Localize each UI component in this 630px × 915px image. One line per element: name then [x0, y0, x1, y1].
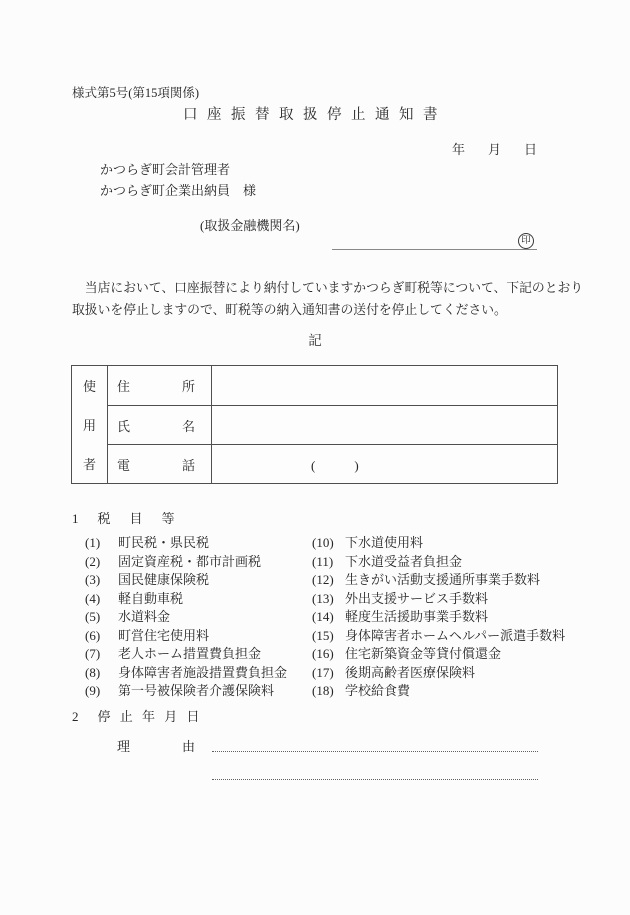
phone-row-label: 電 話 — [108, 444, 212, 483]
item-label: 固定資産税・都市計画税 — [118, 553, 262, 569]
item-number: (18) — [312, 683, 334, 698]
addressee-enterprise-treasurer: かつらぎ町企業出納員 様 — [100, 183, 257, 198]
item-number: (3) — [85, 572, 101, 587]
item-number: (15) — [312, 627, 334, 643]
form-number: 様式第5号(第15項関係) — [72, 86, 200, 100]
list-item — [312, 645, 572, 664]
bank-name-label: (取扱金融機関名) — [200, 218, 300, 233]
group-char: 者 — [82, 457, 96, 472]
item-number: (14) — [312, 609, 334, 624]
item-number: (4) — [85, 590, 101, 606]
item-number: (2) — [85, 553, 101, 569]
reason-label: 理 由 — [117, 739, 196, 754]
body-paragraph-line-2: 取扱いを停止しますので、町税等の納入通知書の送付を停止してください。 — [72, 303, 507, 317]
group-char: 用 — [82, 418, 96, 433]
item-label: 第一号被保険者介護保険料 — [118, 683, 275, 698]
list-item — [85, 627, 310, 646]
list-item — [85, 571, 310, 590]
signature-underline — [332, 249, 537, 250]
list-item — [85, 645, 310, 664]
item-label: 生きがい活動支援通所事業手数料 — [345, 572, 541, 587]
name-value-cell — [212, 405, 557, 444]
item-number: (17) — [312, 664, 334, 680]
group-char: 使 — [82, 379, 96, 394]
item-label: 老人ホーム措置費負担金 — [118, 646, 262, 661]
item-label: 軽度生活援助事業手数料 — [345, 609, 489, 624]
list-item — [85, 664, 310, 683]
item-label: 身体障害者施設措置費負担金 — [118, 664, 288, 680]
item-label: 国民健康保険税 — [118, 572, 210, 587]
reason-dotted-line-2 — [212, 779, 538, 780]
list-item — [312, 534, 572, 553]
item-label: 外出支援サービス手数料 — [345, 590, 489, 606]
list-item — [312, 553, 572, 572]
item-label: 町営住宅使用料 — [118, 627, 210, 643]
reason-dotted-line-1 — [212, 751, 538, 752]
item-label: 下水道使用料 — [345, 535, 424, 550]
seal-stamp-icon: 印 — [518, 233, 534, 249]
record-heading: 記 — [308, 333, 322, 348]
document-title: 口座振替取扱停止通知書 — [183, 107, 447, 123]
list-item — [85, 682, 310, 701]
list-item — [312, 627, 572, 646]
address-row-label: 住 所 — [108, 366, 212, 405]
item-number: (11) — [312, 553, 334, 569]
item-number: (13) — [312, 590, 334, 606]
tax-list-left — [85, 534, 310, 701]
phone-value-cell: ( ) — [212, 444, 557, 483]
address-value-cell — [212, 366, 557, 405]
list-item — [312, 682, 572, 701]
item-label: 下水道受益者負担金 — [345, 553, 463, 569]
item-number: (1) — [85, 535, 101, 550]
user-info-table — [71, 365, 558, 484]
item-label: 軽自動車税 — [118, 590, 184, 606]
item-number: (9) — [85, 683, 101, 698]
list-item — [85, 608, 310, 627]
tax-items-heading: 1 税 目 等 — [72, 511, 178, 526]
user-group-column — [72, 366, 108, 483]
list-item — [85, 534, 310, 553]
tax-list-right — [312, 534, 572, 701]
item-label: 町民税・県民税 — [118, 535, 210, 550]
addressee-accounting-manager: かつらぎ町会計管理者 — [100, 162, 231, 177]
item-number: (12) — [312, 572, 334, 587]
date-line: 年 月 日 — [452, 142, 543, 157]
list-item — [85, 553, 310, 572]
item-label: 後期高齢者医療保険料 — [345, 664, 476, 680]
item-label: 水道料金 — [118, 609, 171, 624]
item-number: (6) — [85, 627, 101, 643]
list-item — [312, 664, 572, 683]
list-item — [85, 590, 310, 609]
item-number: (16) — [312, 646, 334, 661]
list-item — [312, 590, 572, 609]
item-number: (5) — [85, 609, 101, 624]
stop-date-heading: 2 停 止 年 月 日 — [72, 709, 203, 724]
item-label: 住宅新築資金等貸付償還金 — [345, 646, 502, 661]
name-row-label: 氏 名 — [108, 405, 212, 444]
list-item — [312, 571, 572, 590]
item-number: (7) — [85, 646, 101, 661]
item-label: 身体障害者ホームヘルパー派遣手数料 — [345, 627, 566, 643]
list-item — [312, 608, 572, 627]
item-label: 学校給食費 — [345, 683, 411, 698]
item-number: (10) — [312, 535, 334, 550]
item-number: (8) — [85, 664, 101, 680]
body-paragraph-line-1: 当店において、口座振替により納付していますかつらぎ町税等について、下記のとおり — [72, 281, 584, 295]
